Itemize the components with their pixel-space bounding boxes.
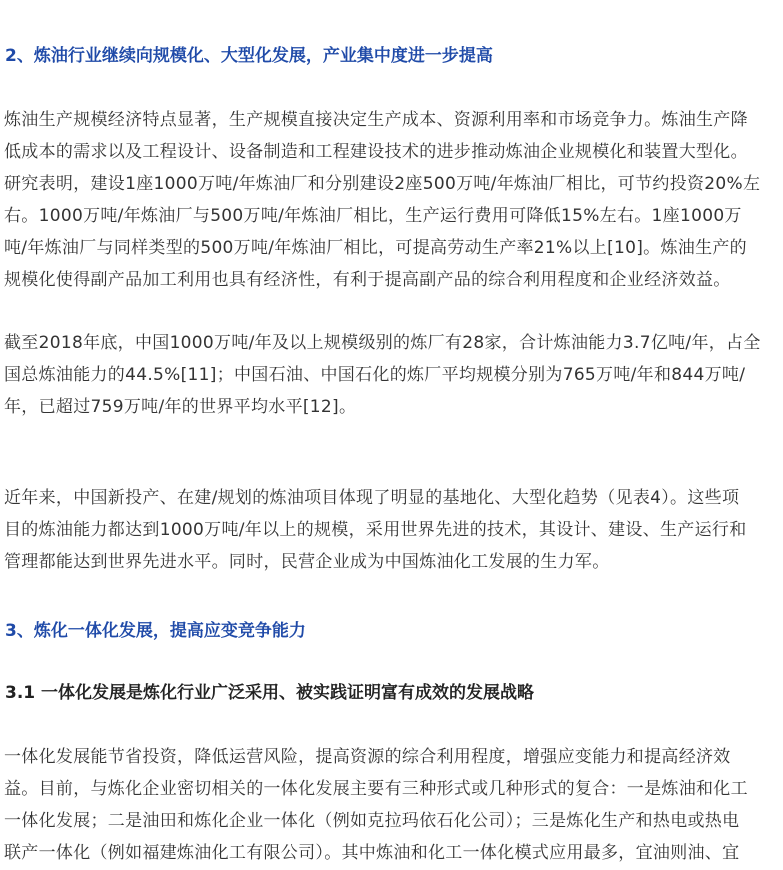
text-line: 管理都能达到世界先进水平。同时，民营企业成为中国炼油化工发展的生力军。 [4, 552, 610, 572]
text-line: 目的炼油能力都达到1000万吨/年以上的规模，采用世界先进的技术，其设计、建设、生产运行和 [4, 520, 747, 540]
text-line: 研究表明，建设1座1000万吨/年炼油厂和分别建设2座500万吨/年炼油厂相比，可节约投资20%左 [4, 174, 761, 194]
text-line: 年，已超过759万吨/年的世界平均水平[12]。 [4, 397, 357, 417]
section-3-heading: 3、炼化一体化发展，提高应变竞争能力 [5, 621, 306, 641]
paragraph-2018-capacity [4, 327, 761, 423]
paragraph-integration [4, 741, 748, 869]
text-line: 联产一体化（例如福建炼油化工有限公司）。其中炼油和化工一体化模式应用最多，宜油则油、宜 [4, 843, 740, 863]
text-line: 一体化发展；二是油田和炼化企业一体化（例如克拉玛依石化公司）；三是炼化生产和热电或热电 [4, 811, 740, 831]
text-line: 炼油生产规模经济特点显著，生产规模直接决定生产成本、资源利用率和市场竞争力。炼油生产降 [4, 110, 748, 130]
text-line: 规模化使得副产品加工利用也具有经济性，有利于提高副产品的综合利用程度和企业经济效益。 [4, 270, 731, 290]
section-3-1-heading: 3.1 一体化发展是炼化行业广泛采用、被实践证明富有成效的发展战略 [5, 683, 535, 703]
text-line: 吨/年炼油厂与同样类型的500万吨/年炼油厂相比，可提高劳动生产率21%以上[10]。炼油生产的 [4, 238, 747, 258]
paragraph-recent-projects [4, 482, 747, 578]
text-line: 近年来，中国新投产、在建/规划的炼油项目体现了明显的基地化、大型化趋势（见表4）。这些项 [4, 488, 740, 508]
text-line: 国总炼油能力的44.5%[11]；中国石油、中国石化的炼厂平均规模分别为765万吨/年和844万吨/ [4, 365, 746, 385]
text-line: 截至2018年底，中国1000万吨/年及以上规模级别的炼厂有28家，合计炼油能力3.7亿吨/年，占全 [4, 333, 761, 353]
text-line: 低成本的需求以及工程设计、设备制造和工程建设技术的进步推动炼油企业规模化和装置大型化。 [4, 142, 748, 162]
paragraph-scale-economics [4, 104, 760, 296]
text-line: 右。1000万吨/年炼油厂与500万吨/年炼油厂相比，生产运行费用可降低15%左右。1座1000万 [4, 206, 742, 226]
text-line: 一体化发展能节省投资，降低运营风险，提高资源的综合利用程度，增强应变能力和提高经济效 [4, 747, 731, 767]
section-2-heading: 2、炼油行业继续向规模化、大型化发展，产业集中度进一步提高 [5, 46, 493, 66]
text-line: 益。目前，与炼化企业密切相关的一体化发展主要有三种形式或几种形式的复合：一是炼油和化工 [4, 779, 748, 799]
